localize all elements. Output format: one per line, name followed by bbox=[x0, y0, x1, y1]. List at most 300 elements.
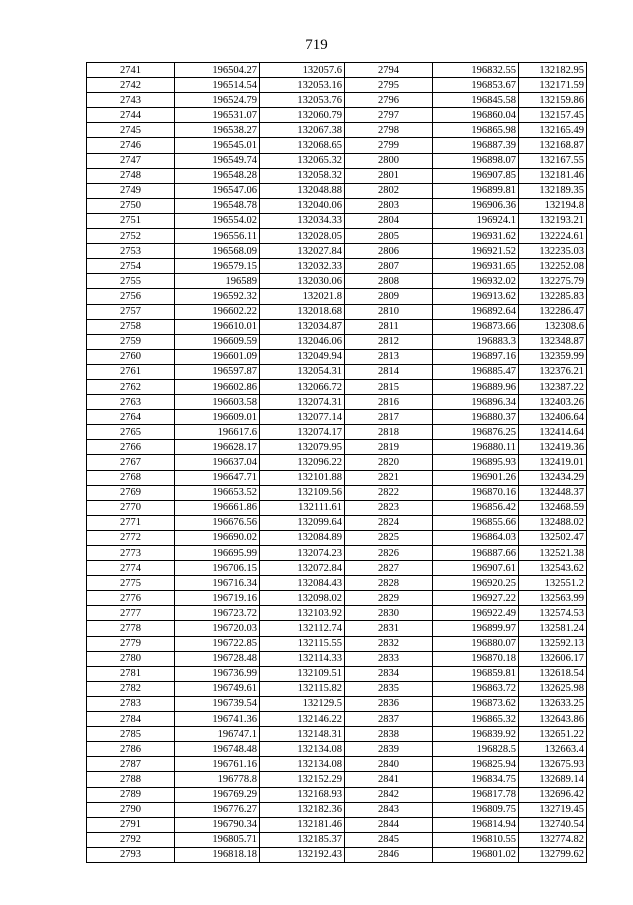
y-coordinate-cell: 132182.36 bbox=[260, 802, 345, 817]
point-number-cell: 2809 bbox=[345, 289, 433, 304]
x-coordinate-cell: 196609.01 bbox=[175, 410, 260, 425]
y-coordinate-cell: 132084.89 bbox=[260, 530, 345, 545]
point-number-cell: 2779 bbox=[87, 636, 175, 651]
y-coordinate-cell: 132799.62 bbox=[519, 847, 587, 862]
x-coordinate-cell: 196778.8 bbox=[175, 772, 260, 787]
table-row bbox=[87, 78, 587, 93]
point-number-cell: 2780 bbox=[87, 651, 175, 666]
point-number-cell: 2824 bbox=[345, 515, 433, 530]
point-number-cell: 2813 bbox=[345, 349, 433, 364]
table-row bbox=[87, 651, 587, 666]
y-coordinate-cell: 132129.5 bbox=[260, 696, 345, 711]
y-coordinate-cell: 132406.64 bbox=[519, 410, 587, 425]
point-number-cell: 2788 bbox=[87, 772, 175, 787]
x-coordinate-cell: 196805.71 bbox=[175, 832, 260, 847]
y-coordinate-cell: 132074.17 bbox=[260, 425, 345, 440]
point-number-cell: 2835 bbox=[345, 681, 433, 696]
table-row bbox=[87, 304, 587, 319]
point-number-cell: 2756 bbox=[87, 289, 175, 304]
point-number-cell: 2747 bbox=[87, 153, 175, 168]
y-coordinate-cell: 132171.59 bbox=[519, 78, 587, 93]
point-number-cell: 2825 bbox=[345, 530, 433, 545]
x-coordinate-cell: 196832.55 bbox=[433, 63, 519, 78]
point-number-cell: 2789 bbox=[87, 787, 175, 802]
coordinates-table-body bbox=[87, 63, 587, 863]
x-coordinate-cell: 196548.78 bbox=[175, 198, 260, 213]
point-number-cell: 2811 bbox=[345, 319, 433, 334]
point-number-cell: 2812 bbox=[345, 334, 433, 349]
point-number-cell: 2765 bbox=[87, 425, 175, 440]
point-number-cell: 2776 bbox=[87, 591, 175, 606]
y-coordinate-cell: 132419.01 bbox=[519, 455, 587, 470]
point-number-cell: 2769 bbox=[87, 485, 175, 500]
x-coordinate-cell: 196747.1 bbox=[175, 727, 260, 742]
x-coordinate-cell: 196602.86 bbox=[175, 379, 260, 394]
x-coordinate-cell: 196790.34 bbox=[175, 817, 260, 832]
point-number-cell: 2764 bbox=[87, 410, 175, 425]
y-coordinate-cell: 132275.79 bbox=[519, 274, 587, 289]
point-number-cell: 2761 bbox=[87, 364, 175, 379]
table-row bbox=[87, 395, 587, 410]
point-number-cell: 2753 bbox=[87, 244, 175, 259]
x-coordinate-cell: 196637.04 bbox=[175, 455, 260, 470]
point-number-cell: 2802 bbox=[345, 183, 433, 198]
y-coordinate-cell: 132074.23 bbox=[260, 546, 345, 561]
point-number-cell: 2746 bbox=[87, 138, 175, 153]
x-coordinate-cell: 196716.34 bbox=[175, 576, 260, 591]
table-row bbox=[87, 213, 587, 228]
y-coordinate-cell: 132633.25 bbox=[519, 696, 587, 711]
x-coordinate-cell: 196676.56 bbox=[175, 515, 260, 530]
y-coordinate-cell: 132359.99 bbox=[519, 349, 587, 364]
table-row bbox=[87, 621, 587, 636]
x-coordinate-cell: 196839.92 bbox=[433, 727, 519, 742]
x-coordinate-cell: 196504.27 bbox=[175, 63, 260, 78]
table-row bbox=[87, 742, 587, 757]
table-row bbox=[87, 576, 587, 591]
point-number-cell: 2845 bbox=[345, 832, 433, 847]
y-coordinate-cell: 132521.38 bbox=[519, 546, 587, 561]
y-coordinate-cell: 132348.87 bbox=[519, 334, 587, 349]
y-coordinate-cell: 132027.84 bbox=[260, 244, 345, 259]
point-number-cell: 2807 bbox=[345, 259, 433, 274]
x-coordinate-cell: 196863.72 bbox=[433, 681, 519, 696]
y-coordinate-cell: 132606.17 bbox=[519, 651, 587, 666]
y-coordinate-cell: 132084.43 bbox=[260, 576, 345, 591]
y-coordinate-cell: 132618.54 bbox=[519, 666, 587, 681]
table-row bbox=[87, 410, 587, 425]
point-number-cell: 2820 bbox=[345, 455, 433, 470]
x-coordinate-cell: 196907.85 bbox=[433, 168, 519, 183]
table-row bbox=[87, 63, 587, 78]
y-coordinate-cell: 132625.98 bbox=[519, 681, 587, 696]
point-number-cell: 2823 bbox=[345, 500, 433, 515]
x-coordinate-cell: 196931.65 bbox=[433, 259, 519, 274]
table-row bbox=[87, 546, 587, 561]
x-coordinate-cell: 196728.48 bbox=[175, 651, 260, 666]
table-row bbox=[87, 712, 587, 727]
table-row bbox=[87, 229, 587, 244]
x-coordinate-cell: 196898.07 bbox=[433, 153, 519, 168]
point-number-cell: 2787 bbox=[87, 757, 175, 772]
x-coordinate-cell: 196901.26 bbox=[433, 470, 519, 485]
table-row bbox=[87, 696, 587, 711]
x-coordinate-cell: 196589 bbox=[175, 274, 260, 289]
y-coordinate-cell: 132077.14 bbox=[260, 410, 345, 425]
y-coordinate-cell: 132543.62 bbox=[519, 561, 587, 576]
y-coordinate-cell: 132096.22 bbox=[260, 455, 345, 470]
point-number-cell: 2782 bbox=[87, 681, 175, 696]
table-row bbox=[87, 500, 587, 515]
x-coordinate-cell: 196855.66 bbox=[433, 515, 519, 530]
point-number-cell: 2804 bbox=[345, 213, 433, 228]
x-coordinate-cell: 196556.11 bbox=[175, 229, 260, 244]
table-row bbox=[87, 153, 587, 168]
x-coordinate-cell: 196776.27 bbox=[175, 802, 260, 817]
page-number: 719 bbox=[305, 37, 328, 53]
y-coordinate-cell: 132403.26 bbox=[519, 395, 587, 410]
table-row bbox=[87, 168, 587, 183]
y-coordinate-cell: 132581.24 bbox=[519, 621, 587, 636]
point-number-cell: 2821 bbox=[345, 470, 433, 485]
y-coordinate-cell: 132028.05 bbox=[260, 229, 345, 244]
x-coordinate-cell: 196885.47 bbox=[433, 364, 519, 379]
table-row bbox=[87, 591, 587, 606]
y-coordinate-cell: 132115.55 bbox=[260, 636, 345, 651]
x-coordinate-cell: 196880.37 bbox=[433, 410, 519, 425]
y-coordinate-cell: 132414.64 bbox=[519, 425, 587, 440]
y-coordinate-cell: 132053.16 bbox=[260, 78, 345, 93]
y-coordinate-cell: 132286.47 bbox=[519, 304, 587, 319]
point-number-cell: 2836 bbox=[345, 696, 433, 711]
x-coordinate-cell: 196856.42 bbox=[433, 500, 519, 515]
x-coordinate-cell: 196545.01 bbox=[175, 138, 260, 153]
point-number-cell: 2797 bbox=[345, 108, 433, 123]
point-number-cell: 2844 bbox=[345, 817, 433, 832]
x-coordinate-cell: 196690.02 bbox=[175, 530, 260, 545]
x-coordinate-cell: 196514.54 bbox=[175, 78, 260, 93]
y-coordinate-cell: 132115.82 bbox=[260, 681, 345, 696]
x-coordinate-cell: 196610.01 bbox=[175, 319, 260, 334]
x-coordinate-cell: 196927.22 bbox=[433, 591, 519, 606]
point-number-cell: 2773 bbox=[87, 546, 175, 561]
y-coordinate-cell: 132448.37 bbox=[519, 485, 587, 500]
x-coordinate-cell: 196825.94 bbox=[433, 757, 519, 772]
point-number-cell: 2755 bbox=[87, 274, 175, 289]
table-row bbox=[87, 349, 587, 364]
x-coordinate-cell: 196602.22 bbox=[175, 304, 260, 319]
point-number-cell: 2742 bbox=[87, 78, 175, 93]
y-coordinate-cell: 132419.36 bbox=[519, 440, 587, 455]
x-coordinate-cell: 196722.85 bbox=[175, 636, 260, 651]
table-row bbox=[87, 123, 587, 138]
y-coordinate-cell: 132663.4 bbox=[519, 742, 587, 757]
x-coordinate-cell: 196547.06 bbox=[175, 183, 260, 198]
x-coordinate-cell: 196568.09 bbox=[175, 244, 260, 259]
y-coordinate-cell: 132068.65 bbox=[260, 138, 345, 153]
y-coordinate-cell: 132189.35 bbox=[519, 183, 587, 198]
point-number-cell: 2833 bbox=[345, 651, 433, 666]
x-coordinate-cell: 196864.03 bbox=[433, 530, 519, 545]
x-coordinate-cell: 196865.32 bbox=[433, 712, 519, 727]
point-number-cell: 2758 bbox=[87, 319, 175, 334]
x-coordinate-cell: 196896.34 bbox=[433, 395, 519, 410]
x-coordinate-cell: 196845.58 bbox=[433, 93, 519, 108]
point-number-cell: 2837 bbox=[345, 712, 433, 727]
x-coordinate-cell: 196736.99 bbox=[175, 666, 260, 681]
x-coordinate-cell: 196870.16 bbox=[433, 485, 519, 500]
point-number-cell: 2793 bbox=[87, 847, 175, 862]
point-number-cell: 2830 bbox=[345, 606, 433, 621]
y-coordinate-cell: 132065.32 bbox=[260, 153, 345, 168]
point-number-cell: 2803 bbox=[345, 198, 433, 213]
point-number-cell: 2784 bbox=[87, 712, 175, 727]
x-coordinate-cell: 196817.78 bbox=[433, 787, 519, 802]
x-coordinate-cell: 196617.6 bbox=[175, 425, 260, 440]
point-number-cell: 2846 bbox=[345, 847, 433, 862]
y-coordinate-cell: 132675.93 bbox=[519, 757, 587, 772]
y-coordinate-cell: 132046.06 bbox=[260, 334, 345, 349]
table-row bbox=[87, 138, 587, 153]
point-number-cell: 2775 bbox=[87, 576, 175, 591]
x-coordinate-cell: 196647.71 bbox=[175, 470, 260, 485]
table-row bbox=[87, 289, 587, 304]
x-coordinate-cell: 196723.72 bbox=[175, 606, 260, 621]
y-coordinate-cell: 132308.6 bbox=[519, 319, 587, 334]
x-coordinate-cell: 196932.02 bbox=[433, 274, 519, 289]
table-row bbox=[87, 727, 587, 742]
point-number-cell: 2748 bbox=[87, 168, 175, 183]
table-row bbox=[87, 530, 587, 545]
point-number-cell: 2766 bbox=[87, 440, 175, 455]
x-coordinate-cell: 196899.81 bbox=[433, 183, 519, 198]
y-coordinate-cell: 132157.45 bbox=[519, 108, 587, 123]
point-number-cell: 2754 bbox=[87, 259, 175, 274]
point-number-cell: 2796 bbox=[345, 93, 433, 108]
y-coordinate-cell: 132048.88 bbox=[260, 183, 345, 198]
table-row bbox=[87, 379, 587, 394]
y-coordinate-cell: 132054.31 bbox=[260, 364, 345, 379]
x-coordinate-cell: 196889.96 bbox=[433, 379, 519, 394]
point-number-cell: 2749 bbox=[87, 183, 175, 198]
x-coordinate-cell: 196828.5 bbox=[433, 742, 519, 757]
x-coordinate-cell: 196554.02 bbox=[175, 213, 260, 228]
x-coordinate-cell: 196921.52 bbox=[433, 244, 519, 259]
point-number-cell: 2771 bbox=[87, 515, 175, 530]
x-coordinate-cell: 196628.17 bbox=[175, 440, 260, 455]
point-number-cell: 2752 bbox=[87, 229, 175, 244]
x-coordinate-cell: 196887.39 bbox=[433, 138, 519, 153]
y-coordinate-cell: 132551.2 bbox=[519, 576, 587, 591]
y-coordinate-cell: 132134.08 bbox=[260, 742, 345, 757]
table-row bbox=[87, 561, 587, 576]
y-coordinate-cell: 132387.22 bbox=[519, 379, 587, 394]
y-coordinate-cell: 132021.8 bbox=[260, 289, 345, 304]
point-number-cell: 2800 bbox=[345, 153, 433, 168]
x-coordinate-cell: 196913.62 bbox=[433, 289, 519, 304]
table-row bbox=[87, 455, 587, 470]
x-coordinate-cell: 196579.15 bbox=[175, 259, 260, 274]
y-coordinate-cell: 132185.37 bbox=[260, 832, 345, 847]
point-number-cell: 2777 bbox=[87, 606, 175, 621]
x-coordinate-cell: 196834.75 bbox=[433, 772, 519, 787]
y-coordinate-cell: 132719.45 bbox=[519, 802, 587, 817]
point-number-cell: 2841 bbox=[345, 772, 433, 787]
table-row bbox=[87, 515, 587, 530]
x-coordinate-cell: 196906.36 bbox=[433, 198, 519, 213]
y-coordinate-cell: 132114.33 bbox=[260, 651, 345, 666]
x-coordinate-cell: 196880.11 bbox=[433, 440, 519, 455]
y-coordinate-cell: 132488.02 bbox=[519, 515, 587, 530]
x-coordinate-cell: 196920.25 bbox=[433, 576, 519, 591]
table-row bbox=[87, 802, 587, 817]
x-coordinate-cell: 196706.15 bbox=[175, 561, 260, 576]
point-number-cell: 2791 bbox=[87, 817, 175, 832]
x-coordinate-cell: 196873.66 bbox=[433, 319, 519, 334]
y-coordinate-cell: 132194.8 bbox=[519, 198, 587, 213]
point-number-cell: 2805 bbox=[345, 229, 433, 244]
table-row bbox=[87, 108, 587, 123]
y-coordinate-cell: 132224.61 bbox=[519, 229, 587, 244]
x-coordinate-cell: 196549.74 bbox=[175, 153, 260, 168]
table-row bbox=[87, 364, 587, 379]
point-number-cell: 2757 bbox=[87, 304, 175, 319]
x-coordinate-cell: 196892.64 bbox=[433, 304, 519, 319]
x-coordinate-cell: 196924.1 bbox=[433, 213, 519, 228]
table-row bbox=[87, 636, 587, 651]
y-coordinate-cell: 132182.95 bbox=[519, 63, 587, 78]
point-number-cell: 2794 bbox=[345, 63, 433, 78]
point-number-cell: 2798 bbox=[345, 123, 433, 138]
x-coordinate-cell: 196895.93 bbox=[433, 455, 519, 470]
x-coordinate-cell: 196592.32 bbox=[175, 289, 260, 304]
table-row bbox=[87, 244, 587, 259]
x-coordinate-cell: 196538.27 bbox=[175, 123, 260, 138]
x-coordinate-cell: 196524.79 bbox=[175, 93, 260, 108]
y-coordinate-cell: 132159.86 bbox=[519, 93, 587, 108]
y-coordinate-cell: 132018.68 bbox=[260, 304, 345, 319]
x-coordinate-cell: 196609.59 bbox=[175, 334, 260, 349]
y-coordinate-cell: 132168.93 bbox=[260, 787, 345, 802]
point-number-cell: 2822 bbox=[345, 485, 433, 500]
x-coordinate-cell: 196531.07 bbox=[175, 108, 260, 123]
point-number-cell: 2774 bbox=[87, 561, 175, 576]
y-coordinate-cell: 132152.29 bbox=[260, 772, 345, 787]
point-number-cell: 2838 bbox=[345, 727, 433, 742]
point-number-cell: 2785 bbox=[87, 727, 175, 742]
y-coordinate-cell: 132181.46 bbox=[519, 168, 587, 183]
point-number-cell: 2759 bbox=[87, 334, 175, 349]
x-coordinate-cell: 196739.54 bbox=[175, 696, 260, 711]
table-row bbox=[87, 772, 587, 787]
point-number-cell: 2840 bbox=[345, 757, 433, 772]
x-coordinate-cell: 196907.61 bbox=[433, 561, 519, 576]
y-coordinate-cell: 132146.22 bbox=[260, 712, 345, 727]
point-number-cell: 2743 bbox=[87, 93, 175, 108]
table-row bbox=[87, 425, 587, 440]
y-coordinate-cell: 132060.79 bbox=[260, 108, 345, 123]
table-row bbox=[87, 485, 587, 500]
y-coordinate-cell: 132067.38 bbox=[260, 123, 345, 138]
point-number-cell: 2831 bbox=[345, 621, 433, 636]
y-coordinate-cell: 132193.21 bbox=[519, 213, 587, 228]
y-coordinate-cell: 132148.31 bbox=[260, 727, 345, 742]
y-coordinate-cell: 132032.33 bbox=[260, 259, 345, 274]
point-number-cell: 2834 bbox=[345, 666, 433, 681]
x-coordinate-cell: 196814.94 bbox=[433, 817, 519, 832]
y-coordinate-cell: 132103.92 bbox=[260, 606, 345, 621]
x-coordinate-cell: 196922.49 bbox=[433, 606, 519, 621]
point-number-cell: 2818 bbox=[345, 425, 433, 440]
y-coordinate-cell: 132074.31 bbox=[260, 395, 345, 410]
table-row bbox=[87, 847, 587, 862]
x-coordinate-cell: 196548.28 bbox=[175, 168, 260, 183]
table-row bbox=[87, 666, 587, 681]
y-coordinate-cell: 132252.08 bbox=[519, 259, 587, 274]
point-number-cell: 2795 bbox=[345, 78, 433, 93]
point-number-cell: 2767 bbox=[87, 455, 175, 470]
y-coordinate-cell: 132167.55 bbox=[519, 153, 587, 168]
table-row bbox=[87, 274, 587, 289]
y-coordinate-cell: 132034.87 bbox=[260, 319, 345, 334]
y-coordinate-cell: 132689.14 bbox=[519, 772, 587, 787]
coordinates-table bbox=[86, 62, 587, 863]
point-number-cell: 2792 bbox=[87, 832, 175, 847]
y-coordinate-cell: 132651.22 bbox=[519, 727, 587, 742]
x-coordinate-cell: 196801.02 bbox=[433, 847, 519, 862]
x-coordinate-cell: 196601.09 bbox=[175, 349, 260, 364]
point-number-cell: 2751 bbox=[87, 213, 175, 228]
x-coordinate-cell: 196769.29 bbox=[175, 787, 260, 802]
table-row bbox=[87, 757, 587, 772]
x-coordinate-cell: 196897.16 bbox=[433, 349, 519, 364]
y-coordinate-cell: 132109.56 bbox=[260, 485, 345, 500]
table-row bbox=[87, 470, 587, 485]
y-coordinate-cell: 132181.46 bbox=[260, 817, 345, 832]
y-coordinate-cell: 132434.29 bbox=[519, 470, 587, 485]
point-number-cell: 2827 bbox=[345, 561, 433, 576]
point-number-cell: 2745 bbox=[87, 123, 175, 138]
x-coordinate-cell: 196876.25 bbox=[433, 425, 519, 440]
y-coordinate-cell: 132066.72 bbox=[260, 379, 345, 394]
point-number-cell: 2842 bbox=[345, 787, 433, 802]
table-row bbox=[87, 334, 587, 349]
x-coordinate-cell: 196853.67 bbox=[433, 78, 519, 93]
y-coordinate-cell: 132049.94 bbox=[260, 349, 345, 364]
x-coordinate-cell: 196870.18 bbox=[433, 651, 519, 666]
point-number-cell: 2763 bbox=[87, 395, 175, 410]
y-coordinate-cell: 132192.43 bbox=[260, 847, 345, 862]
x-coordinate-cell: 196865.98 bbox=[433, 123, 519, 138]
point-number-cell: 2806 bbox=[345, 244, 433, 259]
y-coordinate-cell: 132502.47 bbox=[519, 530, 587, 545]
y-coordinate-cell: 132057.6 bbox=[260, 63, 345, 78]
point-number-cell: 2760 bbox=[87, 349, 175, 364]
point-number-cell: 2781 bbox=[87, 666, 175, 681]
table-row bbox=[87, 259, 587, 274]
y-coordinate-cell: 132030.06 bbox=[260, 274, 345, 289]
y-coordinate-cell: 132058.32 bbox=[260, 168, 345, 183]
y-coordinate-cell: 132098.02 bbox=[260, 591, 345, 606]
y-coordinate-cell: 132034.33 bbox=[260, 213, 345, 228]
point-number-cell: 2786 bbox=[87, 742, 175, 757]
table-row bbox=[87, 606, 587, 621]
x-coordinate-cell: 196887.66 bbox=[433, 546, 519, 561]
table-row bbox=[87, 681, 587, 696]
y-coordinate-cell: 132109.51 bbox=[260, 666, 345, 681]
x-coordinate-cell: 196860.04 bbox=[433, 108, 519, 123]
point-number-cell: 2778 bbox=[87, 621, 175, 636]
